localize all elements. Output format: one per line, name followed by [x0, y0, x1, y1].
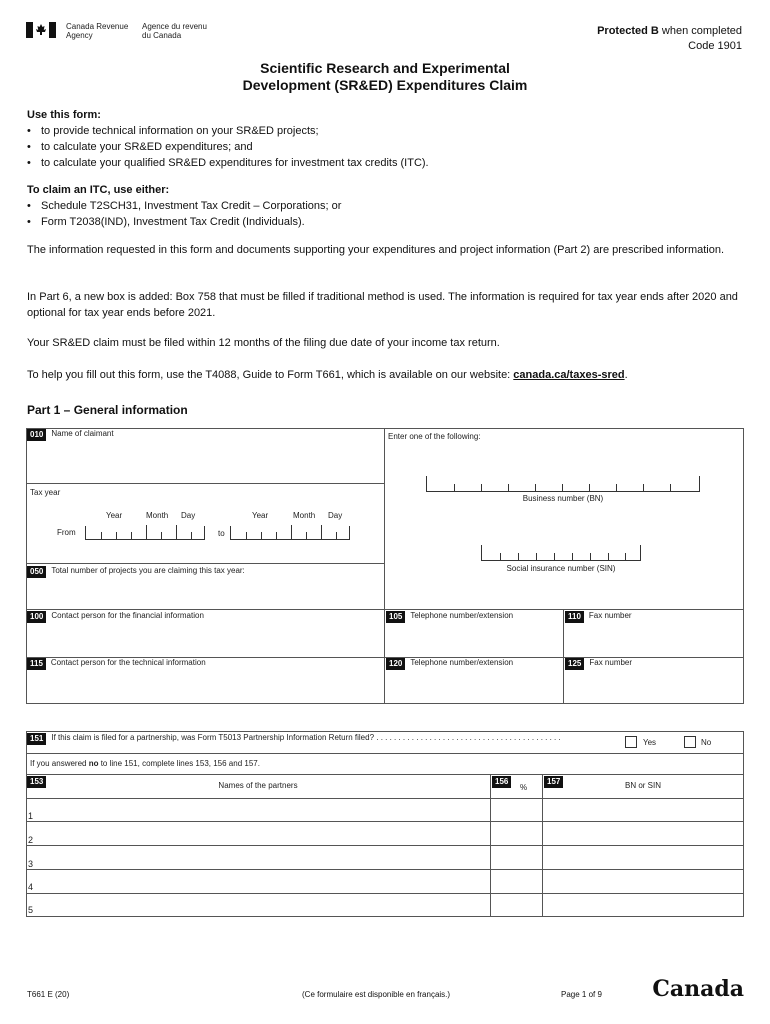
agency-name-en: Canada Revenue Agency: [66, 22, 129, 40]
no-checkbox[interactable]: [684, 736, 696, 748]
day-label: Day: [328, 511, 343, 520]
month-label: Month: [293, 511, 316, 520]
tax-year-from-field[interactable]: [85, 526, 205, 540]
sin-field[interactable]: [481, 545, 641, 561]
name-of-claimant-field[interactable]: [90, 445, 378, 479]
protected-notice: Protected B when completed Code 1901: [597, 25, 742, 52]
filing-deadline-paragraph: Your SR&ED claim must be filed within 12 months of the filing due date of your income tax return.: [27, 337, 500, 349]
partner-row-number: 4: [28, 882, 34, 892]
f153-code: 153: [27, 776, 51, 788]
total-projects-label: 050 Total number of projects you are claiming this tax year:: [27, 566, 245, 578]
financial-phone-field[interactable]: [388, 625, 560, 655]
claim-itc-heading: To claim an ITC, use either:: [27, 184, 170, 196]
from-label: From: [57, 528, 76, 537]
financial-contact-field[interactable]: [30, 625, 380, 655]
list-item: • Schedule T2SCH31, Investment Tax Credit – Corporations; or: [27, 198, 341, 214]
list-item: • Form T2038(IND), Investment Tax Credit (Individuals).: [27, 214, 341, 230]
yes-checkbox[interactable]: [625, 736, 637, 748]
website-link[interactable]: canada.ca/taxes-sred: [513, 369, 625, 381]
technical-phone-field[interactable]: [388, 672, 560, 702]
tax-year-label: Tax year: [30, 488, 61, 497]
partnership-note: If you answered no to line 151, complete lines 153, 156 and 157.: [30, 759, 260, 768]
month-label: Month: [146, 511, 169, 520]
form-number: T661 E (20): [27, 990, 70, 999]
day-label: Day: [181, 511, 196, 520]
names-of-partners-header: Names of the partners: [218, 781, 298, 790]
list-item: • to calculate your SR&ED expenditures; and: [27, 139, 429, 155]
business-number-label: Business number (BN): [522, 494, 604, 503]
business-number-field[interactable]: [426, 476, 700, 492]
percent-header: %: [520, 783, 528, 792]
prescribed-info-paragraph: The information requested in this form and documents supporting your expenditures and project information (Part 2) are prescribed information.: [27, 244, 725, 256]
sin-label: Social insurance number (SIN): [506, 564, 616, 573]
french-availability-note: (Ce formulaire est disponible en français.): [302, 990, 451, 999]
list-item: • to provide technical information on your SR&ED projects;: [27, 123, 429, 139]
partnership-question: 151 If this claim is filed for a partnership, was Form T5013 Partnership Information Return filed? . . . . . . . . . . . . . . . . . . . . . . . . . . . . . . . . . . . . . . . . . .: [27, 733, 561, 745]
partner-row-number: 1: [28, 811, 34, 821]
use-form-heading: Use this form:: [27, 109, 101, 121]
to-label: to: [218, 529, 225, 538]
name-of-claimant-label: 010 Name of claimant: [27, 429, 114, 441]
claim-itc-list: [27, 198, 341, 230]
partner-row-number: 2: [28, 835, 34, 845]
partner-names-fields[interactable]: [40, 800, 488, 916]
no-label: No: [701, 738, 712, 747]
yes-label: Yes: [643, 738, 657, 747]
year-label: Year: [252, 511, 269, 520]
partner-bn-sin-fields[interactable]: [544, 800, 742, 916]
tax-year-to-field[interactable]: [230, 526, 350, 540]
partner-percent-fields[interactable]: [492, 800, 540, 916]
partner-row-number: 5: [28, 905, 34, 915]
year-label: Year: [106, 511, 123, 520]
financial-fax-label: 110 Fax number: [565, 611, 632, 623]
list-item: • to calculate your qualified SR&ED expenditures for investment tax credits (ITC).: [27, 155, 429, 171]
canada-wordmark: Canada: [652, 976, 744, 1002]
f157-code: 157: [544, 776, 568, 788]
agency-name-fr: Agence du revenu du Canada: [142, 22, 207, 40]
financial-fax-field[interactable]: [567, 625, 741, 655]
bn-or-sin-header: BN or SIN: [624, 781, 661, 790]
form-code: Code 1901: [688, 40, 742, 52]
box-758-paragraph: In Part 6, a new box is added: Box 758 that must be filled if traditional method is used. The information is required for tax year ends after 2020 and optional for tax year ends before 2021.: [27, 291, 738, 319]
technical-phone-label: 120 Telephone number/extension: [386, 658, 513, 670]
technical-fax-label: 125 Fax number: [565, 658, 632, 670]
technical-fax-field[interactable]: [567, 672, 741, 702]
use-form-list: [27, 123, 429, 171]
part1-heading: Part 1 – General information: [27, 403, 188, 417]
financial-phone-label: 105 Telephone number/extension: [386, 611, 513, 623]
page-title: Scientific Research and Experimental Development (SR&ED) Expenditures Claim: [242, 60, 528, 93]
total-projects-field[interactable]: [270, 565, 380, 605]
technical-contact-field[interactable]: [30, 672, 380, 702]
enter-one-label: Enter one of the following:: [388, 432, 481, 441]
canada-flag-icon: [26, 22, 56, 38]
guide-paragraph: To help you fill out this form, use the T4088, Guide to Form T661, which is available on our website: canada.ca/taxes-sred.: [27, 369, 628, 381]
f156-code: 156: [492, 776, 516, 788]
page-number: Page 1 of 9: [561, 990, 602, 999]
technical-contact-label: 115 Contact person for the technical information: [27, 658, 206, 670]
financial-contact-label: 100 Contact person for the financial information: [27, 611, 204, 623]
partner-row-number: 3: [28, 859, 34, 869]
